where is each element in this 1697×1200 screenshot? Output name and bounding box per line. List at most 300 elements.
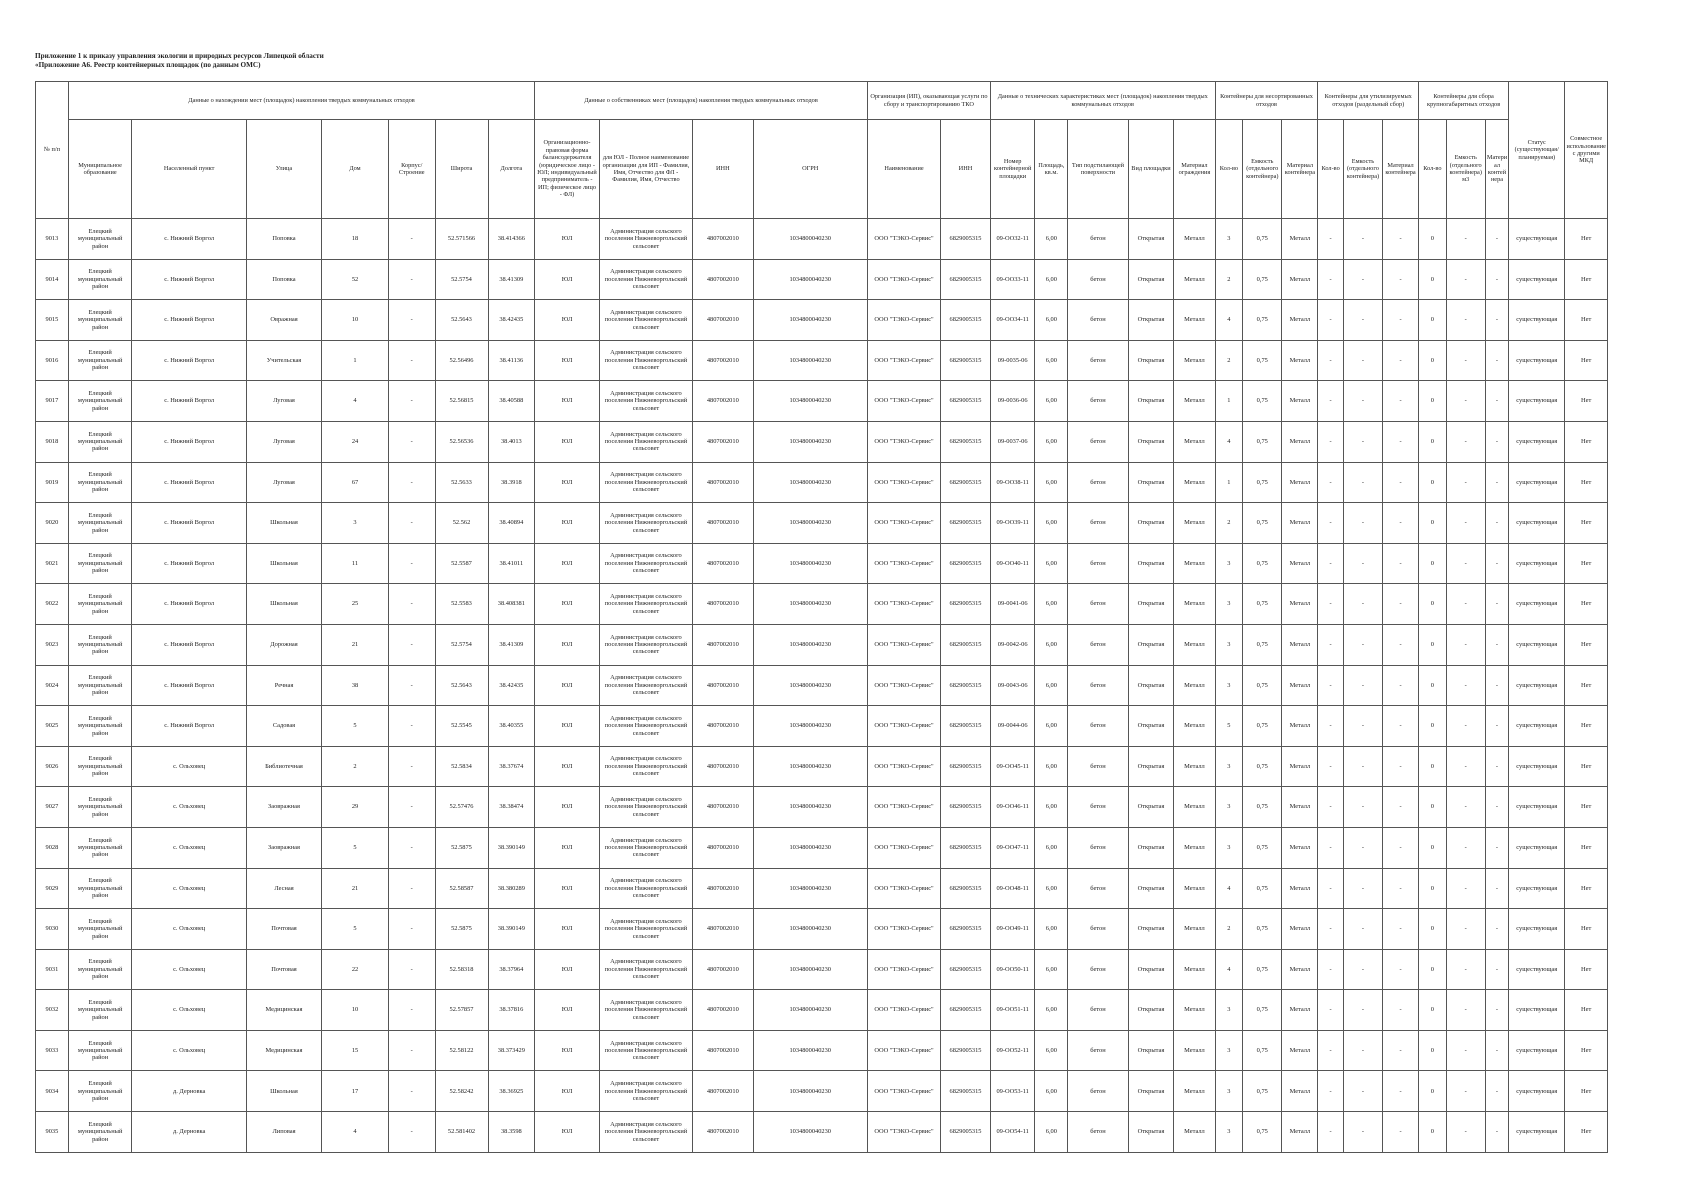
cell-legal-form: ЮЛ bbox=[535, 503, 600, 544]
cell-latitude: 52.58242 bbox=[435, 1071, 488, 1112]
cell-latitude: 52.58122 bbox=[435, 1030, 488, 1071]
header-group-unsorted: Контейнеры для несортированных отходов bbox=[1215, 82, 1318, 120]
cell-municipality: Елецкий муниципальный район bbox=[68, 340, 132, 381]
cell-recyclable-capacity: - bbox=[1343, 909, 1382, 950]
cell-bulky-capacity: - bbox=[1446, 746, 1485, 787]
cell-site-number: 09-0043-06 bbox=[990, 665, 1035, 706]
cell-longitude: 38.37964 bbox=[488, 949, 535, 990]
cell-owner-name: Администрация сельского поселения Нижневоргольский сельсовет bbox=[599, 1071, 692, 1112]
cell-recyclable-material: - bbox=[1383, 1112, 1419, 1153]
cell-unsorted-count: 3 bbox=[1215, 1030, 1243, 1071]
cell-ogrn: 1034800040230 bbox=[753, 1112, 867, 1153]
cell-building: - bbox=[388, 340, 435, 381]
cell-legal-form: ЮЛ bbox=[535, 990, 600, 1031]
table-row bbox=[36, 259, 1608, 300]
cell-operator-name: ООО "ТЭКО-Сервис" bbox=[867, 381, 940, 422]
cell-operator-inn: 6829005315 bbox=[941, 909, 991, 950]
cell-status: существующая bbox=[1509, 503, 1565, 544]
cell-bulky-count: 0 bbox=[1419, 462, 1447, 503]
cell-longitude: 38.41309 bbox=[488, 259, 535, 300]
cell-unsorted-count: 1 bbox=[1215, 462, 1243, 503]
cell-surface-type: бетон bbox=[1068, 543, 1128, 584]
cell-shared-use: Нет bbox=[1565, 909, 1608, 950]
cell-operator-inn: 6829005315 bbox=[941, 543, 991, 584]
cell-municipality: Елецкий муниципальный район bbox=[68, 868, 132, 909]
cell-street: Заовражная bbox=[246, 787, 321, 828]
cell-fence-material: Металл bbox=[1174, 381, 1215, 422]
cell-owner-name: Администрация сельского поселения Нижневоргольский сельсовет bbox=[599, 949, 692, 990]
cell-status: существующая bbox=[1509, 381, 1565, 422]
table-row bbox=[36, 421, 1608, 462]
cell-fence-material: Металл bbox=[1174, 300, 1215, 341]
cell-unsorted-material: Металл bbox=[1282, 1071, 1318, 1112]
cell-owner-inn: 4807002010 bbox=[693, 1071, 753, 1112]
cell-owner-name: Администрация сельского поселения Нижневоргольский сельсовет bbox=[599, 868, 692, 909]
cell-surface-type: бетон bbox=[1068, 381, 1128, 422]
cell-municipality: Елецкий муниципальный район bbox=[68, 219, 132, 260]
cell-area: 6,00 bbox=[1035, 503, 1068, 544]
cell-bulky-material: - bbox=[1485, 503, 1508, 544]
cell-area: 6,00 bbox=[1035, 787, 1068, 828]
cell-recyclable-capacity: - bbox=[1343, 421, 1382, 462]
cell-area: 6,00 bbox=[1035, 1112, 1068, 1153]
cell-municipality: Елецкий муниципальный район bbox=[68, 746, 132, 787]
cell-bulky-capacity: - bbox=[1446, 868, 1485, 909]
cell-house: 5 bbox=[322, 706, 389, 747]
cell-status: существующая bbox=[1509, 462, 1565, 503]
cell-bulky-count: 0 bbox=[1419, 219, 1447, 260]
cell-recyclable-count: - bbox=[1318, 462, 1343, 503]
cell-site-number: 09-ОО49-11 bbox=[990, 909, 1035, 950]
table-row bbox=[36, 868, 1608, 909]
cell-longitude: 38.41011 bbox=[488, 543, 535, 584]
cell-latitude: 52.5834 bbox=[435, 746, 488, 787]
cell-unsorted-capacity: 0,75 bbox=[1243, 543, 1282, 584]
cell-unsorted-material: Металл bbox=[1282, 624, 1318, 665]
cell-bulky-count: 0 bbox=[1419, 624, 1447, 665]
cell-row-number: 9013 bbox=[36, 219, 69, 260]
cell-owner-inn: 4807002010 bbox=[693, 706, 753, 747]
cell-longitude: 38.4013 bbox=[488, 421, 535, 462]
cell-site-type: Открытая bbox=[1128, 584, 1174, 625]
cell-site-type: Открытая bbox=[1128, 543, 1174, 584]
cell-operator-name: ООО "ТЭКО-Сервис" bbox=[867, 300, 940, 341]
cell-ogrn: 1034800040230 bbox=[753, 909, 867, 950]
cell-building: - bbox=[388, 827, 435, 868]
cell-fence-material: Металл bbox=[1174, 584, 1215, 625]
cell-site-type: Открытая bbox=[1128, 503, 1174, 544]
cell-unsorted-count: 2 bbox=[1215, 503, 1243, 544]
cell-site-number: 09-ОО50-11 bbox=[990, 949, 1035, 990]
cell-unsorted-material: Металл bbox=[1282, 462, 1318, 503]
table-row bbox=[36, 746, 1608, 787]
table-row bbox=[36, 340, 1608, 381]
cell-site-number: 09-0042-06 bbox=[990, 624, 1035, 665]
cell-area: 6,00 bbox=[1035, 624, 1068, 665]
cell-bulky-material: - bbox=[1485, 1112, 1508, 1153]
cell-building: - bbox=[388, 219, 435, 260]
cell-settlement: с. Ольховец bbox=[132, 827, 246, 868]
cell-owner-name: Администрация сельского поселения Нижневоргольский сельсовет bbox=[599, 1112, 692, 1153]
cell-bulky-capacity: - bbox=[1446, 1071, 1485, 1112]
cell-bulky-capacity: - bbox=[1446, 665, 1485, 706]
header-area: Площадь, кв.м. bbox=[1035, 120, 1068, 219]
cell-street: Учительская bbox=[246, 340, 321, 381]
cell-unsorted-count: 4 bbox=[1215, 949, 1243, 990]
container-sites-registry-table bbox=[35, 81, 1608, 1153]
cell-unsorted-count: 2 bbox=[1215, 340, 1243, 381]
cell-row-number: 9031 bbox=[36, 949, 69, 990]
cell-street: Речная bbox=[246, 665, 321, 706]
cell-operator-inn: 6829005315 bbox=[941, 746, 991, 787]
cell-status: существующая bbox=[1509, 219, 1565, 260]
cell-recyclable-count: - bbox=[1318, 624, 1343, 665]
cell-unsorted-capacity: 0,75 bbox=[1243, 1112, 1282, 1153]
cell-latitude: 52.581402 bbox=[435, 1112, 488, 1153]
cell-municipality: Елецкий муниципальный район bbox=[68, 381, 132, 422]
cell-owner-inn: 4807002010 bbox=[693, 1112, 753, 1153]
cell-longitude: 38.3598 bbox=[488, 1112, 535, 1153]
cell-area: 6,00 bbox=[1035, 543, 1068, 584]
table-row bbox=[36, 300, 1608, 341]
cell-shared-use: Нет bbox=[1565, 421, 1608, 462]
cell-bulky-capacity: - bbox=[1446, 381, 1485, 422]
cell-bulky-capacity: - bbox=[1446, 949, 1485, 990]
cell-operator-inn: 6829005315 bbox=[941, 949, 991, 990]
cell-recyclable-capacity: - bbox=[1343, 503, 1382, 544]
cell-house: 5 bbox=[322, 827, 389, 868]
cell-street: Почтовая bbox=[246, 949, 321, 990]
cell-building: - bbox=[388, 300, 435, 341]
cell-row-number: 9016 bbox=[36, 340, 69, 381]
cell-owner-name: Администрация сельского поселения Нижневоргольский сельсовет bbox=[599, 787, 692, 828]
cell-unsorted-material: Металл bbox=[1282, 787, 1318, 828]
cell-longitude: 38.3918 bbox=[488, 462, 535, 503]
cell-fence-material: Металл bbox=[1174, 543, 1215, 584]
cell-bulky-count: 0 bbox=[1419, 259, 1447, 300]
cell-bulky-count: 0 bbox=[1419, 584, 1447, 625]
cell-area: 6,00 bbox=[1035, 381, 1068, 422]
header-group-owner: Данные о собственниках мест (площадок) накопления твердых коммунальных отходов bbox=[535, 82, 868, 120]
cell-status: существующая bbox=[1509, 1071, 1565, 1112]
cell-recyclable-material: - bbox=[1383, 462, 1419, 503]
cell-street: Медицинская bbox=[246, 1030, 321, 1071]
cell-settlement: д. Дерновка bbox=[132, 1112, 246, 1153]
cell-operator-name: ООО "ТЭКО-Сервис" bbox=[867, 421, 940, 462]
cell-latitude: 52.571566 bbox=[435, 219, 488, 260]
cell-operator-inn: 6829005315 bbox=[941, 868, 991, 909]
cell-fence-material: Металл bbox=[1174, 990, 1215, 1031]
cell-unsorted-capacity: 0,75 bbox=[1243, 300, 1282, 341]
cell-area: 6,00 bbox=[1035, 219, 1068, 260]
cell-status: существующая bbox=[1509, 340, 1565, 381]
cell-municipality: Елецкий муниципальный район bbox=[68, 462, 132, 503]
header-ogrn: ОГРН bbox=[753, 120, 867, 219]
cell-house: 4 bbox=[322, 381, 389, 422]
cell-area: 6,00 bbox=[1035, 665, 1068, 706]
cell-bulky-count: 0 bbox=[1419, 1071, 1447, 1112]
cell-longitude: 38.380289 bbox=[488, 868, 535, 909]
cell-municipality: Елецкий муниципальный район bbox=[68, 503, 132, 544]
cell-recyclable-capacity: - bbox=[1343, 1112, 1382, 1153]
cell-bulky-material: - bbox=[1485, 584, 1508, 625]
cell-unsorted-count: 3 bbox=[1215, 543, 1243, 584]
cell-shared-use: Нет bbox=[1565, 259, 1608, 300]
cell-site-number: 09-0036-06 bbox=[990, 381, 1035, 422]
cell-house: 21 bbox=[322, 868, 389, 909]
cell-operator-inn: 6829005315 bbox=[941, 665, 991, 706]
cell-settlement: с. Нижний Воргол bbox=[132, 340, 246, 381]
cell-unsorted-count: 3 bbox=[1215, 787, 1243, 828]
cell-bulky-material: - bbox=[1485, 665, 1508, 706]
cell-unsorted-material: Металл bbox=[1282, 1112, 1318, 1153]
table-row bbox=[36, 665, 1608, 706]
cell-ogrn: 1034800040230 bbox=[753, 990, 867, 1031]
cell-area: 6,00 bbox=[1035, 421, 1068, 462]
cell-fence-material: Металл bbox=[1174, 624, 1215, 665]
header-building: Корпус/Строение bbox=[388, 120, 435, 219]
cell-operator-inn: 6829005315 bbox=[941, 1112, 991, 1153]
cell-unsorted-material: Металл bbox=[1282, 1030, 1318, 1071]
cell-unsorted-capacity: 0,75 bbox=[1243, 990, 1282, 1031]
header-row-number: № п/п bbox=[36, 82, 69, 219]
cell-municipality: Елецкий муниципальный район bbox=[68, 421, 132, 462]
cell-latitude: 52.5643 bbox=[435, 665, 488, 706]
cell-operator-inn: 6829005315 bbox=[941, 787, 991, 828]
cell-settlement: с. Ольховец bbox=[132, 949, 246, 990]
cell-latitude: 52.56496 bbox=[435, 340, 488, 381]
cell-surface-type: бетон bbox=[1068, 868, 1128, 909]
cell-operator-name: ООО "ТЭКО-Сервис" bbox=[867, 503, 940, 544]
cell-recyclable-capacity: - bbox=[1343, 300, 1382, 341]
cell-surface-type: бетон bbox=[1068, 584, 1128, 625]
cell-municipality: Елецкий муниципальный район bbox=[68, 259, 132, 300]
cell-status: существующая bbox=[1509, 624, 1565, 665]
cell-unsorted-capacity: 0,75 bbox=[1243, 746, 1282, 787]
cell-recyclable-material: - bbox=[1383, 665, 1419, 706]
cell-bulky-count: 0 bbox=[1419, 665, 1447, 706]
cell-operator-name: ООО "ТЭКО-Сервис" bbox=[867, 787, 940, 828]
cell-row-number: 9017 bbox=[36, 381, 69, 422]
cell-latitude: 52.5754 bbox=[435, 624, 488, 665]
cell-ogrn: 1034800040230 bbox=[753, 340, 867, 381]
cell-house: 24 bbox=[322, 421, 389, 462]
table-row bbox=[36, 462, 1608, 503]
header-surface-type: Тип подстилающей поверхности bbox=[1068, 120, 1128, 219]
cell-unsorted-material: Металл bbox=[1282, 300, 1318, 341]
cell-site-type: Открытая bbox=[1128, 462, 1174, 503]
cell-site-type: Открытая bbox=[1128, 624, 1174, 665]
table-row bbox=[36, 909, 1608, 950]
cell-owner-inn: 4807002010 bbox=[693, 1030, 753, 1071]
cell-building: - bbox=[388, 503, 435, 544]
cell-shared-use: Нет bbox=[1565, 543, 1608, 584]
cell-row-number: 9027 bbox=[36, 787, 69, 828]
cell-operator-inn: 6829005315 bbox=[941, 503, 991, 544]
cell-settlement: с. Нижний Воргол bbox=[132, 259, 246, 300]
cell-owner-name: Администрация сельского поселения Нижневоргольский сельсовет bbox=[599, 340, 692, 381]
cell-recyclable-capacity: - bbox=[1343, 949, 1382, 990]
cell-recyclable-count: - bbox=[1318, 381, 1343, 422]
cell-surface-type: бетон bbox=[1068, 990, 1128, 1031]
cell-bulky-material: - bbox=[1485, 219, 1508, 260]
cell-recyclable-material: - bbox=[1383, 624, 1419, 665]
cell-bulky-count: 0 bbox=[1419, 949, 1447, 990]
cell-ogrn: 1034800040230 bbox=[753, 868, 867, 909]
table-row bbox=[36, 584, 1608, 625]
header-group-bulky: Контейнеры для сбора крупногабаритных отходов bbox=[1419, 82, 1509, 120]
cell-recyclable-capacity: - bbox=[1343, 665, 1382, 706]
cell-house: 11 bbox=[322, 543, 389, 584]
cell-latitude: 52.5587 bbox=[435, 543, 488, 584]
cell-legal-form: ЮЛ bbox=[535, 381, 600, 422]
cell-unsorted-material: Металл bbox=[1282, 868, 1318, 909]
cell-owner-name: Администрация сельского поселения Нижневоргольский сельсовет bbox=[599, 259, 692, 300]
cell-street: Поповка bbox=[246, 259, 321, 300]
cell-operator-name: ООО "ТЭКО-Сервис" bbox=[867, 868, 940, 909]
cell-owner-name: Администрация сельского поселения Нижневоргольский сельсовет bbox=[599, 909, 692, 950]
cell-municipality: Елецкий муниципальный район bbox=[68, 706, 132, 747]
cell-building: - bbox=[388, 949, 435, 990]
cell-recyclable-material: - bbox=[1383, 827, 1419, 868]
cell-longitude: 38.390149 bbox=[488, 827, 535, 868]
cell-longitude: 38.41309 bbox=[488, 624, 535, 665]
heading-line-2: «Приложение А6. Реестр контейнерных площадок (по данным ОМС) bbox=[35, 61, 261, 69]
cell-owner-name: Администрация сельского поселения Нижневоргольский сельсовет bbox=[599, 543, 692, 584]
cell-owner-inn: 4807002010 bbox=[693, 340, 753, 381]
cell-surface-type: бетон bbox=[1068, 503, 1128, 544]
cell-unsorted-count: 3 bbox=[1215, 990, 1243, 1031]
cell-settlement: с. Нижний Воргол bbox=[132, 219, 246, 260]
cell-operator-inn: 6829005315 bbox=[941, 381, 991, 422]
cell-unsorted-capacity: 0,75 bbox=[1243, 909, 1282, 950]
cell-bulky-capacity: - bbox=[1446, 462, 1485, 503]
cell-status: существующая bbox=[1509, 949, 1565, 990]
cell-operator-name: ООО "ТЭКО-Сервис" bbox=[867, 706, 940, 747]
cell-surface-type: бетон bbox=[1068, 909, 1128, 950]
cell-street: Медицинская bbox=[246, 990, 321, 1031]
cell-bulky-material: - bbox=[1485, 421, 1508, 462]
cell-latitude: 52.5633 bbox=[435, 462, 488, 503]
cell-bulky-capacity: - bbox=[1446, 584, 1485, 625]
cell-street: Луговая bbox=[246, 462, 321, 503]
cell-area: 6,00 bbox=[1035, 300, 1068, 341]
cell-site-type: Открытая bbox=[1128, 787, 1174, 828]
cell-unsorted-capacity: 0,75 bbox=[1243, 421, 1282, 462]
header-group-tech: Данные о технических характеристиках мест (площадок) накопления твердых коммунальных отходов bbox=[990, 82, 1215, 120]
cell-bulky-material: - bbox=[1485, 624, 1508, 665]
cell-building: - bbox=[388, 787, 435, 828]
cell-owner-name: Администрация сельского поселения Нижневоргольский сельсовет bbox=[599, 503, 692, 544]
cell-recyclable-capacity: - bbox=[1343, 462, 1382, 503]
cell-ogrn: 1034800040230 bbox=[753, 1030, 867, 1071]
cell-site-number: 09-0041-06 bbox=[990, 584, 1035, 625]
cell-unsorted-capacity: 0,75 bbox=[1243, 381, 1282, 422]
cell-unsorted-capacity: 0,75 bbox=[1243, 340, 1282, 381]
cell-owner-inn: 4807002010 bbox=[693, 300, 753, 341]
cell-settlement: с. Ольховец bbox=[132, 1030, 246, 1071]
cell-bulky-count: 0 bbox=[1419, 300, 1447, 341]
cell-recyclable-capacity: - bbox=[1343, 381, 1382, 422]
cell-site-type: Открытая bbox=[1128, 381, 1174, 422]
cell-row-number: 9028 bbox=[36, 827, 69, 868]
header-latitude: Широта bbox=[435, 120, 488, 219]
cell-legal-form: ЮЛ bbox=[535, 624, 600, 665]
cell-recyclable-material: - bbox=[1383, 787, 1419, 828]
cell-recyclable-material: - bbox=[1383, 909, 1419, 950]
cell-status: существующая bbox=[1509, 746, 1565, 787]
cell-house: 10 bbox=[322, 990, 389, 1031]
header-operator-name: Наименование bbox=[867, 120, 940, 219]
cell-shared-use: Нет bbox=[1565, 503, 1608, 544]
header-row-columns bbox=[36, 120, 1608, 219]
cell-street: Липовая bbox=[246, 1112, 321, 1153]
cell-fence-material: Металл bbox=[1174, 1112, 1215, 1153]
cell-bulky-material: - bbox=[1485, 462, 1508, 503]
heading-line-1: Приложение 1 к приказу управления экологии и природных ресурсов Липецкой области bbox=[35, 52, 324, 60]
cell-status: существующая bbox=[1509, 787, 1565, 828]
cell-unsorted-count: 2 bbox=[1215, 909, 1243, 950]
cell-house: 1 bbox=[322, 340, 389, 381]
cell-longitude: 38.37816 bbox=[488, 990, 535, 1031]
cell-site-number: 09-ОО54-11 bbox=[990, 1112, 1035, 1153]
cell-area: 6,00 bbox=[1035, 584, 1068, 625]
cell-house: 18 bbox=[322, 219, 389, 260]
cell-row-number: 9018 bbox=[36, 421, 69, 462]
cell-owner-name: Администрация сельского поселения Нижневоргольский сельсовет bbox=[599, 300, 692, 341]
cell-row-number: 9020 bbox=[36, 503, 69, 544]
cell-owner-inn: 4807002010 bbox=[693, 990, 753, 1031]
cell-bulky-capacity: - bbox=[1446, 300, 1485, 341]
cell-site-number: 09-ОО34-11 bbox=[990, 300, 1035, 341]
cell-area: 6,00 bbox=[1035, 340, 1068, 381]
cell-area: 6,00 bbox=[1035, 1071, 1068, 1112]
cell-ogrn: 1034800040230 bbox=[753, 624, 867, 665]
header-bulky-material: Материал контейнера bbox=[1485, 120, 1508, 219]
cell-municipality: Елецкий муниципальный район bbox=[68, 624, 132, 665]
cell-site-number: 09-0037-06 bbox=[990, 421, 1035, 462]
cell-legal-form: ЮЛ bbox=[535, 462, 600, 503]
cell-bulky-material: - bbox=[1485, 381, 1508, 422]
cell-municipality: Елецкий муниципальный район bbox=[68, 909, 132, 950]
cell-settlement: с. Нижний Воргол bbox=[132, 381, 246, 422]
cell-house: 2 bbox=[322, 746, 389, 787]
cell-site-number: 09-ОО52-11 bbox=[990, 1030, 1035, 1071]
cell-street: Дорожная bbox=[246, 624, 321, 665]
cell-unsorted-capacity: 0,75 bbox=[1243, 868, 1282, 909]
cell-bulky-capacity: - bbox=[1446, 1112, 1485, 1153]
cell-status: существующая bbox=[1509, 421, 1565, 462]
header-unsorted-material: Материал контейнера bbox=[1282, 120, 1318, 219]
cell-settlement: с. Нижний Воргол bbox=[132, 503, 246, 544]
cell-building: - bbox=[388, 909, 435, 950]
cell-bulky-material: - bbox=[1485, 787, 1508, 828]
cell-operator-name: ООО "ТЭКО-Сервис" bbox=[867, 584, 940, 625]
cell-owner-name: Администрация сельского поселения Нижневоргольский сельсовет bbox=[599, 746, 692, 787]
header-bulky-capacity: Емкость (отдельного контейнера) м3 bbox=[1446, 120, 1485, 219]
cell-unsorted-material: Металл bbox=[1282, 990, 1318, 1031]
cell-surface-type: бетон bbox=[1068, 706, 1128, 747]
cell-settlement: с. Ольховец bbox=[132, 990, 246, 1031]
cell-surface-type: бетон bbox=[1068, 827, 1128, 868]
cell-operator-inn: 6829005315 bbox=[941, 1071, 991, 1112]
cell-bulky-material: - bbox=[1485, 300, 1508, 341]
cell-unsorted-material: Металл bbox=[1282, 909, 1318, 950]
cell-ogrn: 1034800040230 bbox=[753, 300, 867, 341]
cell-recyclable-capacity: - bbox=[1343, 1030, 1382, 1071]
cell-house: 29 bbox=[322, 787, 389, 828]
cell-legal-form: ЮЛ bbox=[535, 706, 600, 747]
